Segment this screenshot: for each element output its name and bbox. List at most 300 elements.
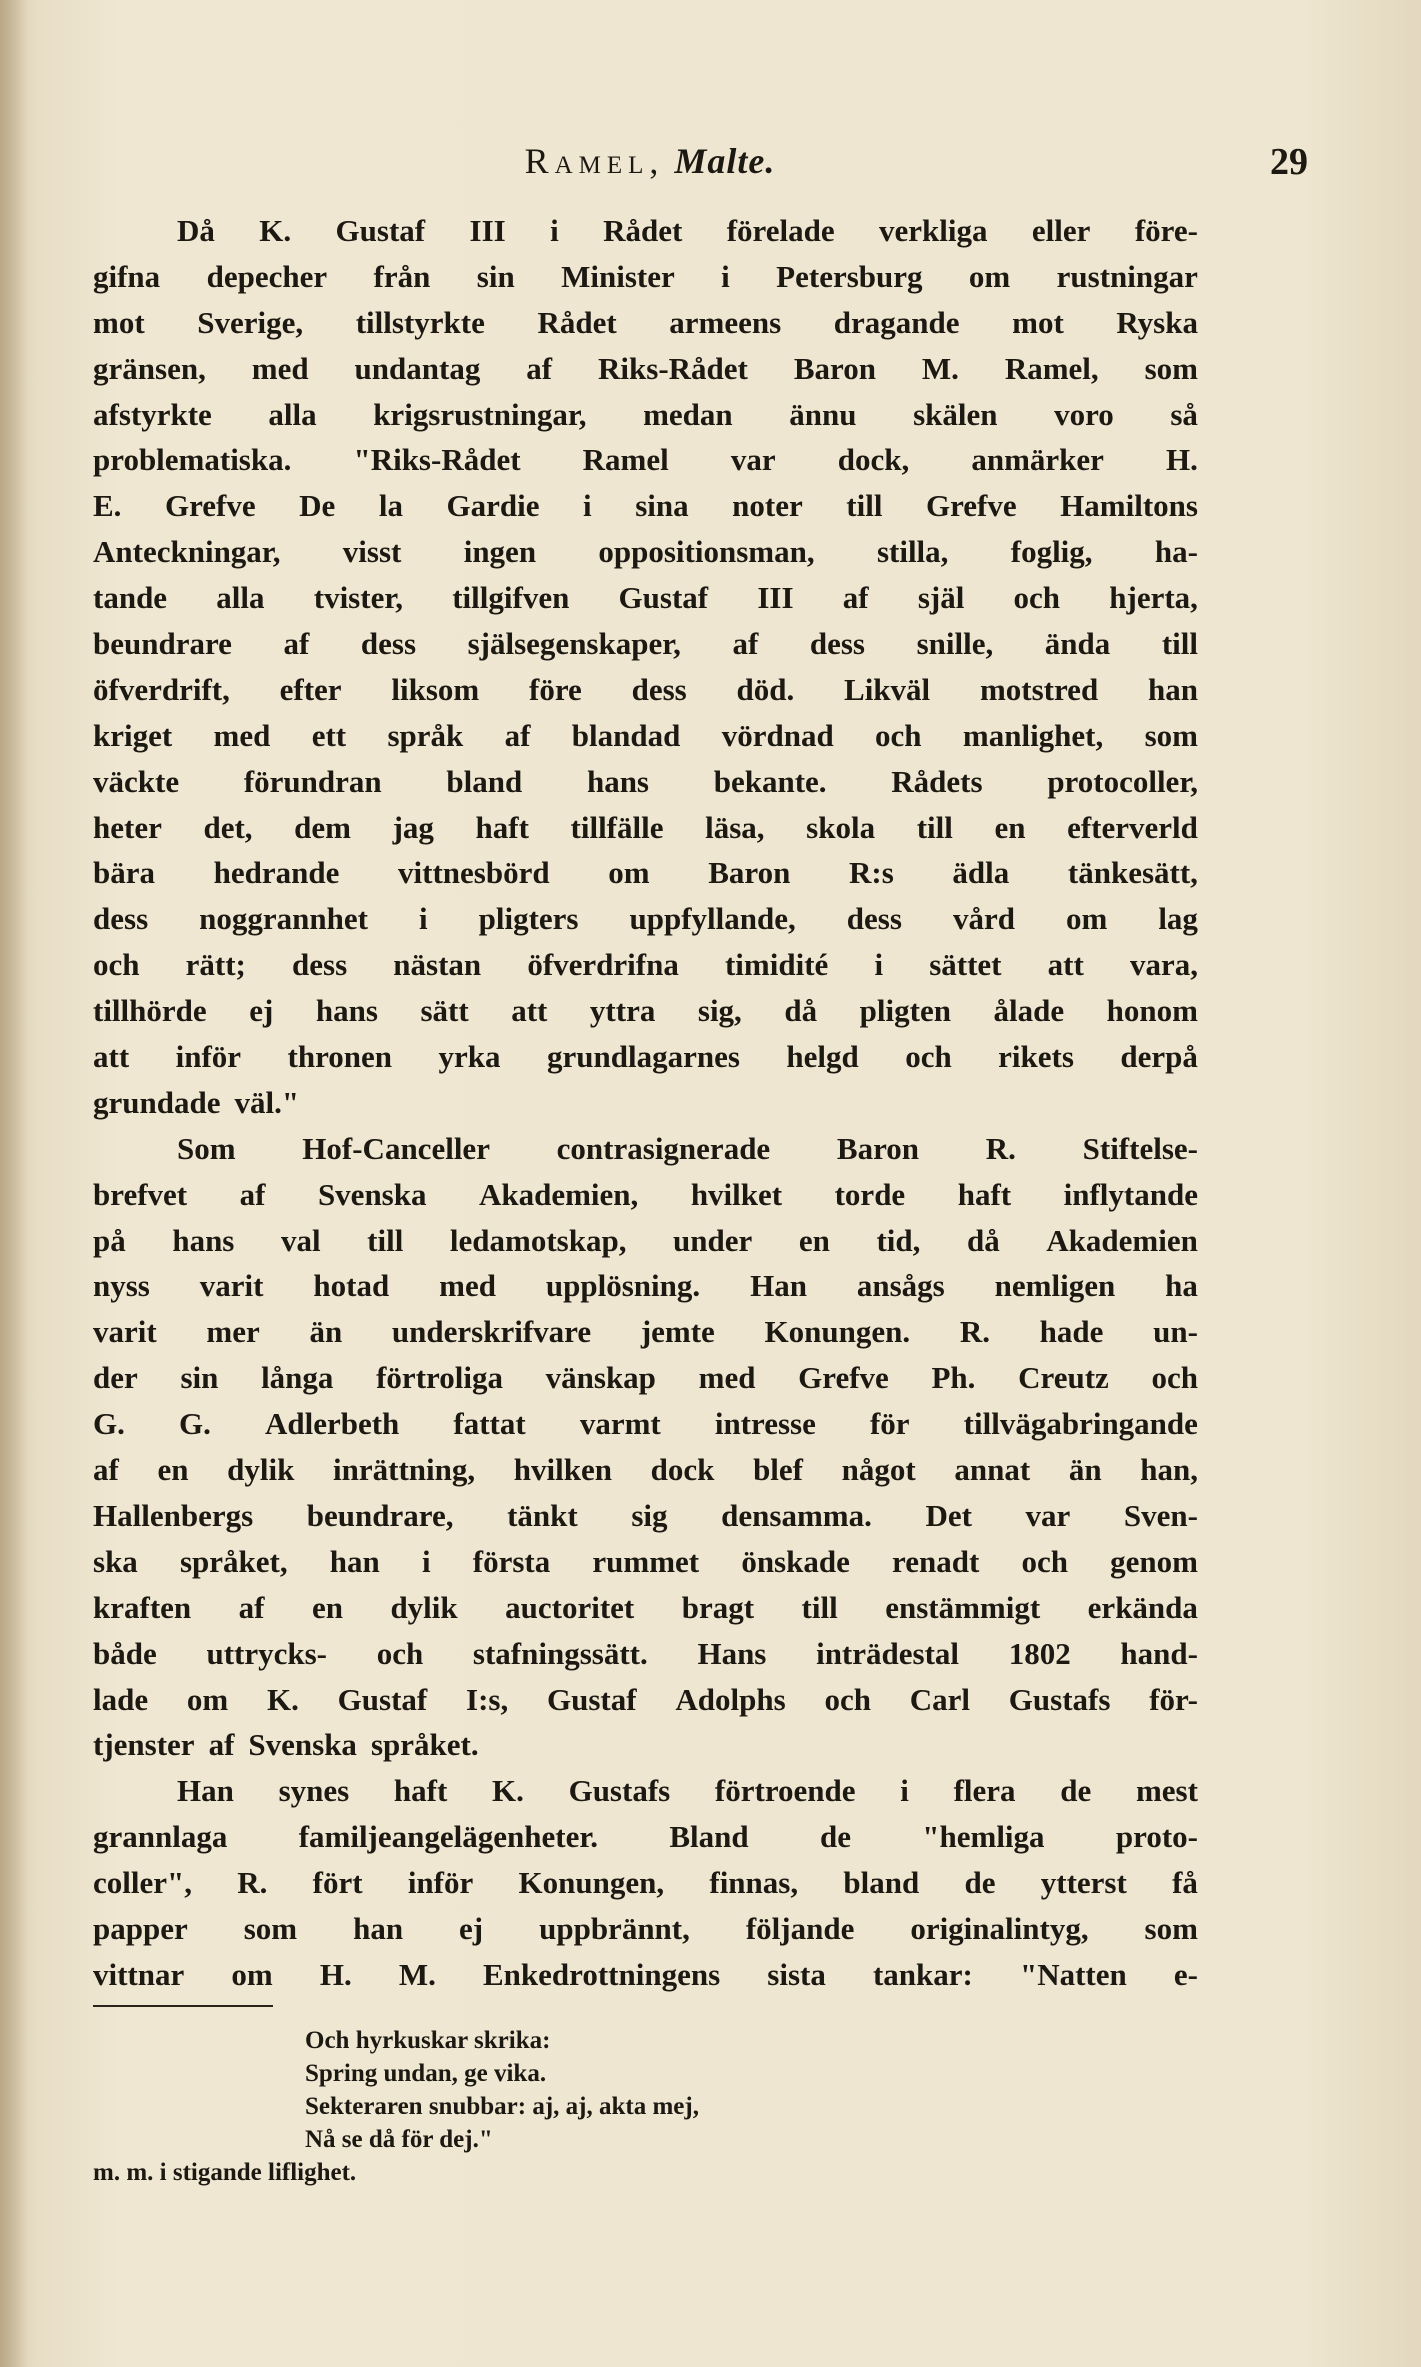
- word: sina: [635, 488, 689, 524]
- word: haft: [957, 1176, 1012, 1212]
- word: medan: [643, 396, 733, 432]
- text-line: [93, 437, 1198, 483]
- word: förundran: [243, 763, 382, 799]
- word: och: [93, 947, 140, 983]
- word: öfverdrifna: [527, 947, 679, 983]
- word: vittnar: [93, 1956, 185, 1992]
- word: läsa,: [705, 809, 765, 845]
- word: Ramel: [582, 442, 669, 478]
- footnote-rule: [93, 2005, 273, 2007]
- word: för-: [1149, 1681, 1198, 1717]
- word: Carl: [909, 1681, 970, 1717]
- word: G.: [93, 1406, 125, 1442]
- word: efterverld: [1067, 809, 1198, 845]
- word: problematiska.: [93, 442, 292, 478]
- footnote: [93, 2024, 993, 2189]
- word: kriget: [93, 717, 173, 753]
- word: III: [469, 213, 506, 248]
- word: noggrannhet: [199, 901, 368, 937]
- word: hans: [586, 763, 649, 799]
- word: undantag: [354, 350, 481, 386]
- word: väckte: [93, 763, 180, 799]
- word: var: [1025, 1497, 1071, 1533]
- word: mer: [206, 1314, 260, 1350]
- word: ingen: [463, 534, 537, 570]
- word: Anteckningar,: [93, 534, 281, 570]
- word: sättet: [929, 947, 1002, 983]
- word: tillhörde: [93, 993, 207, 1029]
- word: M.: [921, 350, 959, 386]
- word: och: [1013, 580, 1061, 616]
- word: densamma.: [721, 1497, 872, 1533]
- word: så: [1170, 396, 1198, 432]
- word: Baron: [793, 350, 876, 386]
- text-line: [93, 300, 1198, 346]
- word: själsegenskaper,: [467, 626, 681, 662]
- word: pligten: [859, 993, 951, 1029]
- word: Baron: [708, 855, 791, 891]
- text-line: [93, 805, 1198, 851]
- word: grannlaga: [93, 1819, 228, 1855]
- word: K.: [492, 1773, 524, 1809]
- word: hans: [172, 1222, 235, 1258]
- text-line: [93, 1539, 1198, 1585]
- word: om: [968, 258, 1011, 294]
- word: la: [378, 488, 403, 524]
- word: manlighet,: [962, 717, 1104, 753]
- text-line: [93, 1677, 1198, 1723]
- word: blef: [753, 1452, 803, 1488]
- word: Enkedrottningens: [482, 1956, 721, 1992]
- word: ha-: [1154, 534, 1198, 570]
- word: kraften: [93, 1589, 192, 1625]
- word: Sven-: [1123, 1497, 1198, 1533]
- word: enstämmigt: [885, 1589, 1041, 1625]
- word: dragande: [833, 304, 960, 340]
- word: ledamotskap,: [449, 1222, 627, 1258]
- text-line: [93, 1814, 1198, 1860]
- word: varmt: [579, 1406, 661, 1442]
- text-line: [93, 1860, 1198, 1906]
- word: dylik: [227, 1452, 295, 1488]
- text-line: [93, 850, 1198, 896]
- word: önskade: [741, 1543, 850, 1579]
- word: Gustaf: [337, 1681, 428, 1717]
- word: Grefve: [798, 1360, 889, 1396]
- word: då: [784, 993, 818, 1029]
- word: visst: [342, 534, 402, 570]
- word: familjeangelägenheter.: [298, 1819, 599, 1855]
- word: bekante.: [713, 763, 827, 799]
- word: dylik: [390, 1589, 458, 1625]
- word: "Riks-Rådet: [353, 442, 521, 478]
- word: skälen: [913, 396, 998, 432]
- text-line: [93, 896, 1198, 942]
- word: tvister,: [313, 580, 403, 616]
- word: Gustaf: [547, 1681, 637, 1717]
- word: om: [1065, 901, 1108, 937]
- word: III: [757, 580, 794, 616]
- word: flera: [953, 1773, 1016, 1809]
- word: haft: [393, 1773, 448, 1809]
- word: tillfälle: [570, 809, 664, 845]
- word: snille,: [916, 626, 994, 662]
- word: stilla,: [876, 534, 949, 570]
- word: hade: [1039, 1314, 1104, 1350]
- text-line: [93, 1263, 1198, 1309]
- word: 1802: [1008, 1635, 1071, 1671]
- word: Creutz: [1018, 1360, 1109, 1396]
- word: protocoller,: [1047, 763, 1198, 799]
- word: han: [1147, 671, 1198, 707]
- word: uppbrännt,: [539, 1910, 690, 1946]
- word: varit: [93, 1314, 157, 1350]
- text-line: [93, 1126, 1198, 1172]
- text-line: [93, 1080, 1198, 1126]
- word: en: [311, 1589, 343, 1625]
- word: "Natten: [1020, 1956, 1127, 1992]
- word: var: [730, 442, 776, 478]
- word: ett: [311, 717, 347, 753]
- word: Akademien: [1046, 1222, 1198, 1258]
- word: Akademien,: [478, 1176, 639, 1212]
- word: som: [1144, 717, 1198, 753]
- word: e-: [1173, 1956, 1198, 1992]
- word: De: [299, 488, 336, 524]
- word: hedrande: [213, 855, 340, 891]
- text-line: [93, 1401, 1198, 1447]
- word: de: [1060, 1773, 1092, 1809]
- word: än: [309, 1314, 343, 1350]
- word: tillvägabringande: [963, 1406, 1198, 1442]
- text-line: [93, 575, 1198, 621]
- word: om: [231, 1956, 273, 1992]
- word: med: [698, 1360, 756, 1396]
- word: haft: [475, 809, 529, 845]
- word: Hallenbergs: [93, 1497, 254, 1533]
- word: af: [239, 1176, 266, 1212]
- word: tänkt: [507, 1497, 578, 1533]
- word: efter: [279, 671, 342, 707]
- word: "hemliga: [922, 1819, 1045, 1855]
- word: R.: [985, 1130, 1016, 1166]
- word: Konungen,: [518, 1865, 665, 1901]
- word: rustningar: [1056, 258, 1198, 294]
- word: och: [1021, 1543, 1068, 1579]
- word: han: [329, 1543, 380, 1579]
- word: dess: [846, 901, 902, 937]
- word: än: [1068, 1452, 1102, 1488]
- word: H.: [1166, 442, 1198, 478]
- word: till: [801, 1589, 838, 1625]
- word: grundade: [93, 1084, 221, 1120]
- word: ytterst: [1040, 1865, 1127, 1901]
- word: Bland: [669, 1819, 749, 1855]
- word: död.: [736, 671, 795, 707]
- text-line: [93, 1631, 1198, 1677]
- text-line: [93, 713, 1198, 759]
- word: dock: [650, 1452, 715, 1488]
- word: Hans: [697, 1635, 767, 1671]
- text-line: [93, 988, 1198, 1034]
- word: I:s,: [466, 1681, 509, 1717]
- word: bragt: [681, 1589, 755, 1625]
- text-line: [93, 1034, 1198, 1080]
- text-line: [93, 759, 1198, 805]
- word: motstred: [979, 671, 1099, 707]
- text-line: [93, 254, 1198, 300]
- word: Grefve: [164, 488, 256, 524]
- word: yrka: [438, 1039, 501, 1075]
- word: i: [900, 1773, 909, 1809]
- word: dess: [809, 626, 865, 662]
- word: underskrifvare: [391, 1314, 592, 1350]
- word: E.: [93, 488, 122, 524]
- word: nästan: [393, 947, 482, 983]
- word: erkända: [1087, 1589, 1198, 1625]
- word: dess: [360, 626, 417, 662]
- footnote-line: Och hyrkuskar skrika:: [305, 2027, 551, 2054]
- word: tillgifven: [452, 580, 570, 616]
- word: K.: [267, 1681, 299, 1717]
- text-line: [93, 1447, 1198, 1493]
- word: hand-: [1120, 1635, 1198, 1671]
- word: de: [964, 1865, 996, 1901]
- word: Hamiltons: [1060, 488, 1198, 524]
- word: mest: [1135, 1773, 1198, 1809]
- word: få: [1172, 1865, 1198, 1901]
- word: hans: [315, 993, 378, 1029]
- text-line: [93, 346, 1198, 392]
- word: R.: [959, 1314, 990, 1350]
- word: H.: [319, 1956, 352, 1992]
- word: depecher: [206, 258, 328, 294]
- word: dess: [631, 671, 687, 707]
- word: heter: [93, 809, 162, 845]
- word: Svenska: [317, 1176, 427, 1212]
- word: Gustafs: [568, 1773, 671, 1809]
- word: blandad: [571, 717, 681, 753]
- word: alla: [216, 580, 265, 616]
- word: sätt: [420, 993, 469, 1029]
- word: brefvet: [93, 1176, 188, 1212]
- word: grundlagarnes: [546, 1039, 740, 1075]
- text-line: [93, 1355, 1198, 1401]
- word: Han: [177, 1773, 234, 1809]
- word: ålade: [993, 993, 1065, 1029]
- word: en: [994, 809, 1026, 845]
- word: Svenska: [248, 1727, 357, 1763]
- word: som: [1144, 350, 1198, 386]
- text-line: [93, 1218, 1198, 1264]
- word: rikets: [998, 1039, 1074, 1075]
- text-line: [93, 1906, 1198, 1952]
- word: dock,: [837, 442, 910, 478]
- word: förtroende: [714, 1773, 856, 1809]
- word: rummet: [592, 1543, 700, 1579]
- word: hvilken: [513, 1452, 612, 1488]
- word: dess: [93, 901, 149, 937]
- word: nyss: [93, 1268, 150, 1304]
- word: öfverdrift,: [93, 671, 230, 707]
- word: bland: [446, 763, 523, 799]
- word: Då: [177, 213, 215, 248]
- footnote-line: m. m. i stigande liflighet.: [93, 2159, 357, 2186]
- word: Gustafs: [1008, 1681, 1111, 1717]
- text-line: [93, 208, 1198, 254]
- word: han: [353, 1910, 404, 1946]
- word: Gardie: [446, 488, 540, 524]
- word: i: [418, 901, 428, 937]
- word: coller",: [93, 1865, 192, 1901]
- word: tankar:: [872, 1956, 973, 1992]
- word: vård: [952, 901, 1015, 937]
- text-line: [93, 1952, 1198, 1998]
- word: thronen: [287, 1039, 393, 1075]
- word: verkliga: [879, 213, 988, 248]
- word: torde: [834, 1176, 906, 1212]
- word: intresse: [714, 1406, 816, 1442]
- word: af: [283, 626, 310, 662]
- word: tande: [93, 580, 168, 616]
- word: Grefve: [925, 488, 1017, 524]
- word: att: [1047, 947, 1084, 983]
- word: tänkesätt,: [1067, 855, 1198, 891]
- word: i: [550, 213, 559, 248]
- word: i: [583, 488, 592, 524]
- word: mot: [93, 304, 145, 340]
- word: både: [93, 1635, 157, 1671]
- word: afstyrkte: [93, 396, 212, 432]
- word: det,: [203, 809, 253, 845]
- word: nemligen: [994, 1268, 1116, 1304]
- word: hvilket: [690, 1176, 783, 1212]
- word: mot: [1012, 304, 1064, 340]
- word: Adolphs: [675, 1681, 786, 1717]
- word: val: [280, 1222, 321, 1258]
- running-head-given-name: Malte.: [674, 141, 776, 181]
- word: eller: [1031, 213, 1091, 248]
- word: att: [511, 993, 548, 1029]
- word: vara,: [1129, 947, 1198, 983]
- word: med: [439, 1268, 496, 1304]
- word: lade: [93, 1681, 149, 1717]
- word: bland: [843, 1865, 920, 1901]
- word: hjerta,: [1109, 580, 1198, 616]
- word: som: [1144, 1910, 1198, 1946]
- word: un-: [1153, 1314, 1198, 1350]
- word: originalintyg,: [910, 1910, 1089, 1946]
- word: Baron: [836, 1130, 920, 1166]
- word: på: [93, 1222, 126, 1258]
- text-line: [93, 483, 1198, 529]
- word: inför: [175, 1039, 242, 1075]
- word: Rådet: [537, 304, 617, 340]
- word: tid,: [876, 1222, 921, 1258]
- spine-shadow: [0, 0, 28, 2367]
- word: af: [93, 1452, 119, 1488]
- word: som: [243, 1910, 298, 1946]
- word: af: [526, 350, 553, 386]
- word: inför: [407, 1865, 474, 1901]
- text-line: [93, 1722, 1198, 1768]
- word: tillstyrkte: [355, 304, 485, 340]
- body-text: [93, 208, 1198, 1998]
- word: pligters: [478, 901, 579, 937]
- running-title: [440, 140, 860, 182]
- word: ända: [1044, 626, 1111, 662]
- word: till: [846, 488, 883, 524]
- word: Gustaf: [618, 580, 709, 616]
- word: R.: [237, 1865, 268, 1901]
- word: Rådet: [603, 213, 683, 248]
- word: honom: [1106, 993, 1198, 1029]
- word: sista: [767, 1956, 826, 1992]
- word: och: [1151, 1360, 1198, 1396]
- word: från: [373, 258, 431, 294]
- footnote-line: Nå se då för dej.": [305, 2126, 493, 2153]
- text-line: [93, 529, 1198, 575]
- word: ej: [459, 1910, 484, 1946]
- word: Som: [177, 1130, 236, 1166]
- word: Ramel,: [1004, 350, 1099, 386]
- word: då: [966, 1222, 1000, 1258]
- word: Petersburg: [776, 258, 923, 294]
- word: förelade: [726, 213, 835, 248]
- text-line: [93, 621, 1198, 667]
- word: och: [875, 717, 922, 753]
- word: till: [1161, 626, 1198, 662]
- word: gränsen,: [93, 350, 206, 386]
- word: af: [842, 580, 869, 616]
- text-line: [93, 1172, 1198, 1218]
- word: väl.": [234, 1084, 300, 1120]
- word: Konungen.: [764, 1314, 911, 1350]
- word: med: [213, 717, 271, 753]
- word: Rådets: [891, 763, 983, 799]
- text-line: [93, 942, 1198, 988]
- word: en: [157, 1452, 189, 1488]
- word: om: [186, 1681, 229, 1717]
- word: oppositionsman,: [598, 534, 815, 570]
- word: före-: [1134, 213, 1198, 248]
- word: före: [529, 671, 582, 707]
- text-line: [93, 392, 1198, 438]
- word: långa: [261, 1360, 334, 1396]
- word: G.: [178, 1406, 211, 1442]
- word: Hof-Canceller: [302, 1130, 490, 1166]
- word: jag: [392, 809, 434, 845]
- text-line: [93, 1493, 1198, 1539]
- word: ansågs: [856, 1268, 945, 1304]
- word: tjenster: [93, 1727, 195, 1763]
- word: Adlerbeth: [264, 1406, 400, 1442]
- text-line: [93, 1585, 1198, 1631]
- word: foglig,: [1010, 534, 1093, 570]
- word: om: [608, 855, 650, 891]
- footnote-line: Sekteraren snubbar: aj, aj, akta mej,: [305, 2093, 699, 2120]
- word: af: [732, 626, 759, 662]
- word: M.: [398, 1956, 436, 1992]
- word: ädla: [952, 855, 1010, 891]
- word: proto-: [1115, 1819, 1198, 1855]
- word: vördnad: [721, 717, 834, 753]
- word: finnas,: [709, 1865, 799, 1901]
- word: språket,: [179, 1543, 288, 1579]
- word: jemte: [640, 1314, 715, 1350]
- word: språket.: [370, 1727, 479, 1763]
- word: af: [208, 1727, 235, 1763]
